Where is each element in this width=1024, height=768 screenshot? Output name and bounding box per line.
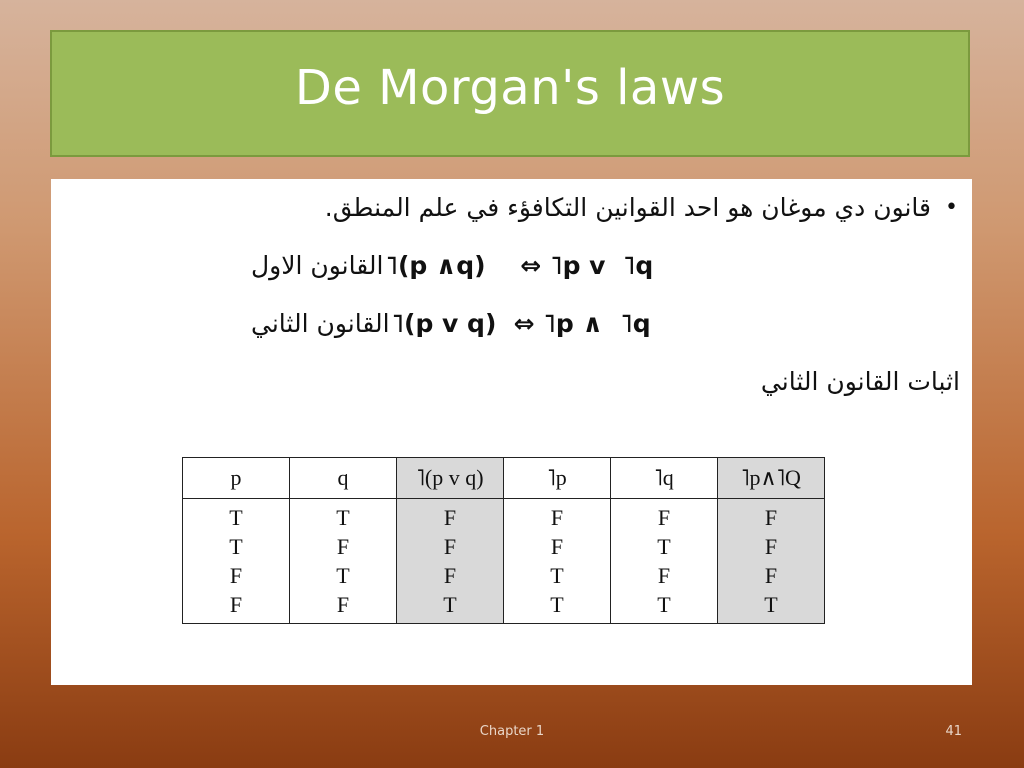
column-q-values — [290, 499, 397, 624]
proof-heading: اثبات القانون الثاني — [760, 367, 960, 396]
header-not-q: ˥q — [611, 458, 718, 499]
column-not-p-or-q-values — [397, 499, 504, 624]
content-area — [51, 179, 972, 685]
table-value: F — [229, 563, 243, 588]
table-value: F — [764, 534, 778, 559]
table-value: F — [764, 505, 778, 530]
table-value: F — [550, 505, 564, 530]
table-value: F — [443, 563, 457, 588]
first-law-label: القانون الاول — [251, 251, 384, 280]
header-not-p-and-not-q: ˥p∧˥Q — [718, 458, 825, 499]
table-value: F — [657, 505, 671, 530]
second-law — [251, 309, 651, 349]
second-law-label: القانون الثاني — [251, 309, 390, 338]
header-q: q — [290, 458, 397, 499]
table-value: F — [443, 534, 457, 559]
table-value: F — [550, 534, 564, 559]
first-law — [251, 251, 653, 291]
slide-number: 41 — [945, 724, 962, 739]
table-value: T — [336, 563, 350, 588]
bullet-dot: • — [945, 195, 958, 220]
column-not-p-values — [504, 499, 611, 624]
table-value: T — [657, 534, 671, 559]
table-value: T — [550, 592, 564, 617]
table-value: T — [443, 592, 457, 617]
table-value: T — [657, 592, 671, 617]
table-value: F — [336, 534, 350, 559]
footer-chapter: Chapter 1 — [479, 724, 545, 739]
title-bar — [50, 30, 970, 157]
table-value: F — [336, 592, 350, 617]
bullet-text: قانون دي موغان هو احد القوانين التكافؤء في علم المنطق. — [324, 193, 932, 222]
column-p-values — [183, 499, 290, 624]
table-value: F — [443, 505, 457, 530]
table-value: T — [764, 592, 778, 617]
table-value: T — [229, 534, 243, 559]
truth-table — [182, 457, 825, 624]
slide-title: De Morgan's laws — [294, 60, 726, 116]
bullet-line — [138, 193, 958, 233]
truth-table-header-row — [183, 458, 825, 499]
first-law-formula: ˥(p ∧q) ⇔ ˥p v ˥q — [385, 251, 654, 280]
table-value: F — [229, 592, 243, 617]
table-value: F — [764, 563, 778, 588]
table-value: F — [657, 563, 671, 588]
second-law-formula: ˥(p v q) ⇔ ˥p ∧ ˥q — [391, 309, 651, 338]
header-not-p-or-q: ˥(p v q) — [397, 458, 504, 499]
header-not-p: ˥p — [504, 458, 611, 499]
truth-table-values-row — [183, 499, 825, 624]
header-p: p — [183, 458, 290, 499]
table-value: T — [229, 505, 243, 530]
column-not-q-values — [611, 499, 718, 624]
table-value: T — [336, 505, 350, 530]
table-value: T — [550, 563, 564, 588]
column-not-p-and-not-q-values — [718, 499, 825, 624]
